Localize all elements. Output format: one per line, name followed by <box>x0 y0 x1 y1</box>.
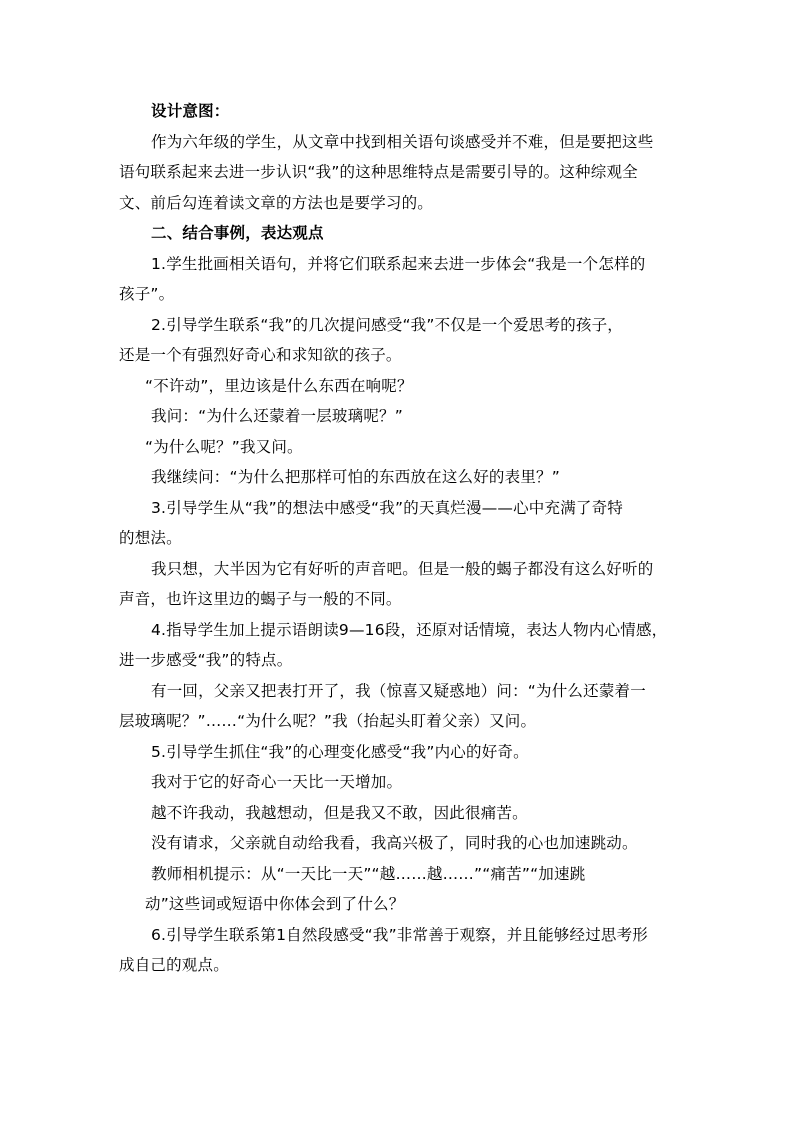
text-line: 4.指导学生加上提示语朗读9—16段，还原对话情境，表达人物内心情感， <box>151 620 668 639</box>
text-line: 孩子”。 <box>119 285 175 303</box>
text-line: 层玻璃呢？”……“为什么呢？”我（抬起头盯着父亲）又问。 <box>119 712 537 730</box>
text-line: 的想法。 <box>119 529 182 547</box>
text-line: 我只想，大半因为它有好听的声音吧。但是一般的蝎子都没有这么好听的 <box>151 559 654 578</box>
section-heading: 设计意图： <box>151 102 230 120</box>
text-line: 语句联系起来去进一步认识“我”的这种思维特点是需要引导的。这种综观全 <box>119 163 638 181</box>
text-line: 动”这些词或短语中你体会到了什么？ <box>145 895 405 913</box>
text-line: 文、前后勾连着读文章的方法也是要学习的。 <box>119 193 434 212</box>
text-line: 声音，也许这里边的蝎子与一般的不同。 <box>119 590 402 608</box>
document-body <box>119 96 679 981</box>
text-line: “为什么呢？”我又问。 <box>145 437 303 456</box>
text-line: 有一回，父亲又把表打开了，我（惊喜又疑惑地）问：“为什么还蒙着一 <box>151 681 646 700</box>
text-line: 作为六年级的学生，从文章中找到相关语句谈感受并不难，但是要把这些 <box>151 132 654 151</box>
text-line: 1.学生批画相关语句，并将它们联系起来去进一步体会“我是一个怎样的 <box>151 254 646 273</box>
text-line: 3.引导学生从“我”的想法中感受“我”的天真烂漫——心中充满了奇特 <box>151 498 624 517</box>
text-line: 我对于它的好奇心一天比一天增加。 <box>151 773 403 791</box>
text-line: 我继续问：“为什么把那样可怕的东西放在这么好的表里？” <box>151 468 560 486</box>
text-line: 成自己的观点。 <box>119 956 229 974</box>
text-line: 进一步感受“我”的特点。 <box>119 651 293 669</box>
text-line: 2.引导学生联系“我”的几次提问感受“我”不仅是一个爱思考的孩子， <box>151 315 624 334</box>
text-line: “不许动”，里边该是什么东西在响呢？ <box>145 376 413 395</box>
text-line: 还是一个有强烈好奇心和求知欲的孩子。 <box>119 346 402 364</box>
text-line: 没有请求，父亲就自动给我看，我高兴极了，同时我的心也加速跳动。 <box>151 834 638 852</box>
section-heading: 二、结合事例，表达观点 <box>151 224 324 242</box>
text-line: 越不许我动，我越想动，但是我又不敢，因此很痛苦。 <box>151 803 528 822</box>
text-line: 6.引导学生联系第1自然段感受“我”非常善于观察，并且能够经过思考形 <box>151 925 649 944</box>
text-line: 教师相机提示：从“一天比一天”“越……越……”“痛苦”“加速跳 <box>151 864 586 883</box>
text-line: 我问：“为什么还蒙着一层玻璃呢？” <box>151 407 403 425</box>
text-line: 5.引导学生抓住“我”的心理变化感受“我”内心的好奇。 <box>151 742 529 761</box>
